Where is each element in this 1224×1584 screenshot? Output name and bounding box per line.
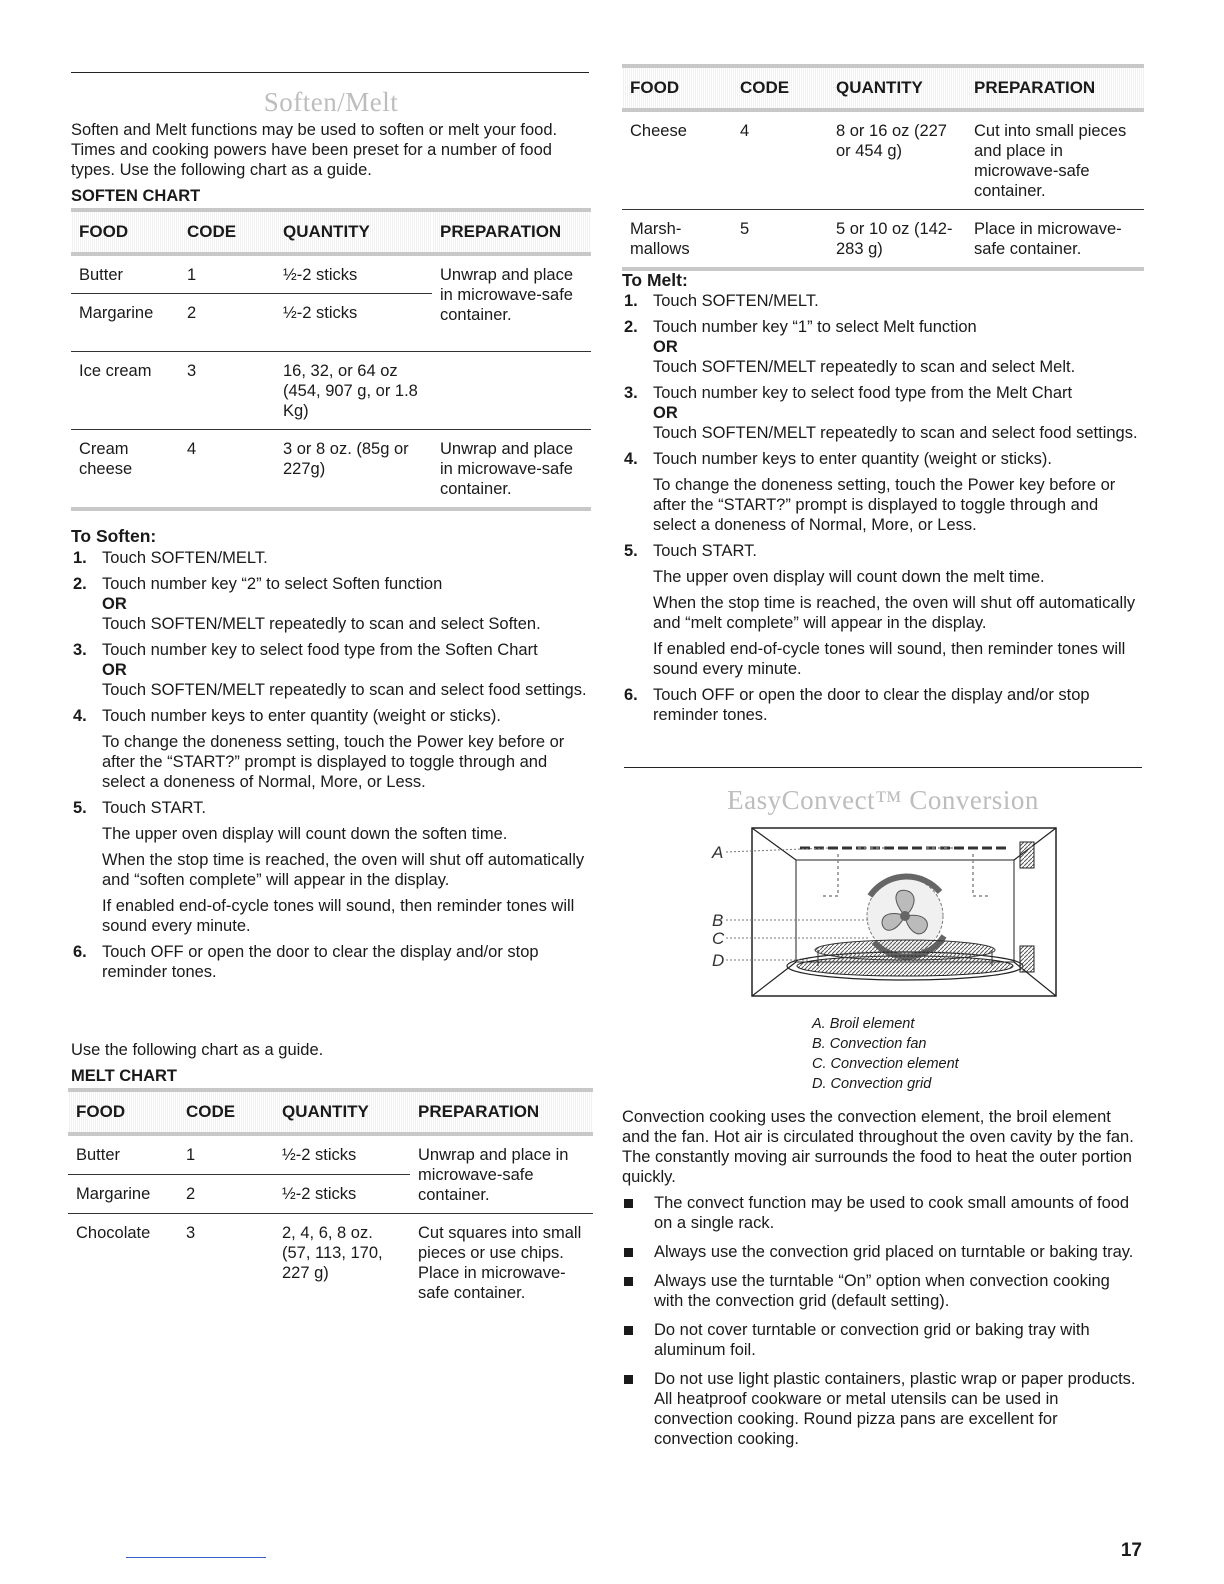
step-note: If enabled end-of-cycle tones will sound, then reminder tones will sound every minute. bbox=[102, 897, 575, 935]
cell-food: Ice cream bbox=[71, 352, 179, 430]
side-vent-icon bbox=[1020, 946, 1034, 972]
col-code: CODE bbox=[179, 210, 275, 254]
oven-diagram bbox=[708, 826, 1068, 1000]
soften-chart bbox=[71, 208, 591, 511]
step-note: When the stop time is reached, the oven will shut off automatically and “melt complete” will appear in the display. bbox=[653, 594, 1136, 632]
convection-bullets bbox=[622, 1193, 1140, 1458]
list-item bbox=[622, 291, 1144, 311]
list-item bbox=[622, 1242, 1140, 1262]
cell-code: 2 bbox=[179, 294, 275, 352]
step-text: Touch OFF or open the door to clear the display and/or stop reminder tones. bbox=[102, 943, 539, 981]
cell-code: 3 bbox=[179, 352, 275, 430]
cell-code: 1 bbox=[179, 254, 275, 294]
step-number: 2. bbox=[624, 318, 638, 336]
step-note: The upper oven display will count down the soften time. bbox=[102, 825, 508, 843]
step-text: Touch number key to select food type from the Soften Chart bbox=[102, 641, 538, 659]
step-number: 2. bbox=[73, 575, 87, 593]
list-item bbox=[71, 942, 591, 982]
step-alt-text: Touch SOFTEN/MELT repeatedly to scan and select food settings. bbox=[102, 681, 587, 699]
table-row bbox=[71, 352, 591, 430]
table-row bbox=[71, 254, 591, 294]
step-number: 6. bbox=[624, 686, 638, 704]
col-preparation: PREPARATION bbox=[410, 1090, 593, 1134]
bullet-icon bbox=[624, 1199, 633, 1208]
step-number: 4. bbox=[624, 450, 638, 468]
step-note: To change the doneness setting, touch the Power key before or after the “START?” prompt is displayed to toggle through and select a doneness of Normal, More, or Less. bbox=[653, 476, 1116, 534]
cell-preparation: Unwrap and place in microwave-safe container. bbox=[432, 254, 591, 352]
list-item bbox=[622, 1369, 1140, 1449]
list-item bbox=[622, 317, 1144, 377]
bullet-icon bbox=[624, 1326, 633, 1335]
step-alt-text: Touch SOFTEN/MELT repeatedly to scan and select Melt. bbox=[653, 358, 1076, 376]
cell-food: Margarine bbox=[68, 1175, 178, 1214]
cell-preparation bbox=[432, 352, 591, 430]
step-number: 3. bbox=[624, 384, 638, 402]
or-label: OR bbox=[102, 595, 127, 613]
table-row bbox=[68, 1134, 593, 1175]
table-row bbox=[71, 430, 591, 510]
list-item bbox=[622, 383, 1144, 443]
step-text: Touch number key to select food type from the Melt Chart bbox=[653, 384, 1073, 402]
col-preparation: PREPARATION bbox=[432, 210, 591, 254]
melt-steps bbox=[622, 291, 1144, 731]
step-text: Touch number keys to enter quantity (weight or sticks). bbox=[102, 707, 501, 725]
convection-grid-icon bbox=[787, 940, 1023, 980]
cell-code: 4 bbox=[179, 430, 275, 510]
step-text: Touch START. bbox=[102, 799, 206, 817]
cell-preparation: Place in microwave-safe container. bbox=[966, 210, 1144, 270]
step-note: If enabled end-of-cycle tones will sound, then reminder tones will sound every minute. bbox=[653, 640, 1126, 678]
cell-quantity: ½-2 sticks bbox=[275, 294, 432, 352]
to-soften-title: To Soften: bbox=[71, 526, 157, 546]
cell-preparation: Cut into small pieces and place in microwave-safe container. bbox=[966, 110, 1144, 210]
soften-chart-title: SOFTEN CHART bbox=[71, 187, 201, 205]
list-item bbox=[622, 685, 1144, 725]
diagram-label-b: B bbox=[712, 911, 724, 930]
col-quantity: QUANTITY bbox=[275, 210, 432, 254]
or-label: OR bbox=[653, 404, 678, 422]
cell-quantity: 3 or 8 oz. (85g or 227g) bbox=[275, 430, 432, 510]
bullet-icon bbox=[624, 1248, 633, 1257]
legend-item: C. Convection element bbox=[812, 1056, 959, 1072]
list-item bbox=[71, 798, 591, 936]
bullet-text: The convect function may be used to cook small amounts of food on a single rack. bbox=[654, 1194, 1130, 1232]
page-number: 17 bbox=[1120, 1540, 1142, 1561]
step-alt-text: Touch SOFTEN/MELT repeatedly to scan and select Soften. bbox=[102, 615, 541, 633]
soften-steps bbox=[71, 548, 591, 988]
cell-quantity: 5 or 10 oz (142-283 g) bbox=[828, 210, 966, 270]
diagram-label-a: A bbox=[712, 843, 724, 862]
cell-quantity: 8 or 16 oz (227 or 454 g) bbox=[828, 110, 966, 210]
diagram-legend bbox=[812, 1014, 1144, 1094]
list-item bbox=[622, 449, 1144, 535]
col-food: FOOD bbox=[622, 66, 732, 110]
cell-quantity: ½-2 sticks bbox=[274, 1134, 410, 1175]
cell-quantity: ½-2 sticks bbox=[275, 254, 432, 294]
step-note: To change the doneness setting, touch the Power key before or after the “START?” prompt is displayed to toggle through and select a doneness of Normal, More, or Less. bbox=[102, 733, 565, 791]
bullet-text: Do not cover turntable or convection grid or baking tray with aluminum foil. bbox=[654, 1321, 1090, 1359]
step-text: Touch number keys to enter quantity (weight or sticks). bbox=[653, 450, 1052, 468]
or-label: OR bbox=[653, 338, 678, 356]
melt-chart bbox=[68, 1088, 593, 1311]
step-text: Touch SOFTEN/MELT. bbox=[102, 549, 268, 567]
melt-chart-continued bbox=[622, 64, 1144, 271]
step-text: Touch SOFTEN/MELT. bbox=[653, 292, 819, 310]
cell-food: Butter bbox=[71, 254, 179, 294]
cell-quantity: 2, 4, 6, 8 oz. (57, 113, 170, 227 g) bbox=[282, 1224, 383, 1282]
cell-quantity: ½-2 sticks bbox=[274, 1175, 410, 1214]
step-number: 3. bbox=[73, 641, 87, 659]
list-item bbox=[71, 640, 591, 700]
step-text: Touch OFF or open the door to clear the display and/or stop reminder tones. bbox=[653, 686, 1090, 724]
to-melt-title: To Melt: bbox=[622, 270, 688, 290]
easyconvect-heading: EasyConvect™ Conversion bbox=[727, 785, 1039, 815]
cell-preparation: Unwrap and place in microwave-safe container. bbox=[410, 1134, 593, 1214]
cell-preparation: Cut squares into small pieces or use chips. Place in microwave-safe container. bbox=[418, 1224, 582, 1302]
cell-code: 4 bbox=[732, 110, 828, 210]
cell-code: 3 bbox=[186, 1224, 196, 1242]
side-vent-icon bbox=[1020, 842, 1034, 868]
or-label: OR bbox=[102, 661, 127, 679]
table-header-row bbox=[622, 66, 1144, 110]
cell-food: Cheese bbox=[622, 110, 732, 210]
legend-item: A. Broil element bbox=[812, 1016, 915, 1032]
cell-food: Margarine bbox=[71, 294, 179, 352]
cell-code: 2 bbox=[178, 1175, 274, 1214]
list-item bbox=[71, 548, 591, 568]
footer-line bbox=[126, 1557, 266, 1558]
legend-item: D. Convection grid bbox=[812, 1076, 932, 1092]
cell-food: Cream cheese bbox=[71, 430, 179, 510]
bullet-text: Always use the convection grid placed on turntable or baking tray. bbox=[654, 1243, 1134, 1261]
step-note: When the stop time is reached, the oven will shut off automatically and “soften complete” will appear in the display. bbox=[102, 851, 585, 889]
step-note: The upper oven display will count down the melt time. bbox=[653, 568, 1045, 586]
cell-food: Chocolate bbox=[76, 1224, 151, 1242]
step-text: Touch number key “2” to select Soften function bbox=[102, 575, 443, 593]
soften-melt-heading: Soften/Melt bbox=[263, 87, 399, 117]
cell-food: Butter bbox=[68, 1134, 178, 1175]
col-quantity: QUANTITY bbox=[274, 1090, 410, 1134]
step-number: 4. bbox=[73, 707, 87, 725]
legend-item: B. Convection fan bbox=[812, 1036, 927, 1052]
table-row bbox=[68, 1214, 593, 1312]
col-quantity: QUANTITY bbox=[828, 66, 966, 110]
list-item bbox=[622, 1193, 1140, 1233]
col-code: CODE bbox=[732, 66, 828, 110]
divider bbox=[624, 767, 1142, 768]
diagram-label-d: D bbox=[712, 951, 725, 970]
table-header-row bbox=[71, 210, 591, 254]
step-number: 5. bbox=[624, 542, 638, 560]
divider bbox=[71, 72, 589, 73]
convection-intro: Convection cooking uses the convection element, the broil element and the fan. Hot air is circulated throughout the oven cavity by the fan. The constantly moving air surrounds the food to heat the outer portion quickly. bbox=[622, 1108, 1134, 1186]
col-code: CODE bbox=[178, 1090, 274, 1134]
cell-code: 1 bbox=[178, 1134, 274, 1175]
cell-food: Marsh- mallows bbox=[622, 210, 732, 270]
step-number: 5. bbox=[73, 799, 87, 817]
cell-code: 5 bbox=[732, 210, 828, 270]
step-number: 6. bbox=[73, 943, 87, 961]
table-header-row bbox=[68, 1090, 593, 1134]
table-row bbox=[622, 110, 1144, 210]
cell-quantity: 16, 32, or 64 oz (454, 907 g, or 1.8 Kg) bbox=[275, 352, 432, 430]
bullet-icon bbox=[624, 1375, 633, 1384]
list-item bbox=[622, 1271, 1140, 1311]
list-item bbox=[71, 706, 591, 792]
bullet-text: Do not use light plastic containers, plastic wrap or paper products. All heatproof cookware or metal utensils can be used in convection cooking. Round pizza pans are excellent for convection cooking. bbox=[654, 1370, 1136, 1448]
list-item bbox=[71, 574, 591, 634]
step-number: 1. bbox=[73, 549, 87, 567]
bullet-icon bbox=[624, 1277, 633, 1286]
step-number: 1. bbox=[624, 292, 638, 310]
cell-preparation: Unwrap and place in microwave-safe container. bbox=[432, 430, 591, 510]
soften-intro: Soften and Melt functions may be used to soften or melt your food. Times and cooking powers have been preset for a number of food types. Use the following chart as a guide. bbox=[71, 121, 558, 179]
step-text: Touch START. bbox=[653, 542, 757, 560]
col-preparation: PREPARATION bbox=[966, 66, 1144, 110]
diagram-label-c: C bbox=[712, 929, 725, 948]
list-item bbox=[622, 1320, 1140, 1360]
col-food: FOOD bbox=[68, 1090, 178, 1134]
list-item bbox=[622, 541, 1144, 679]
melt-chart-title: MELT CHART bbox=[71, 1067, 178, 1085]
chart-guide-text: Use the following chart as a guide. bbox=[71, 1041, 324, 1059]
bullet-text: Always use the turntable “On” option when convection cooking with the convection grid (default setting). bbox=[654, 1272, 1110, 1310]
step-text: Touch number key “1” to select Melt function bbox=[653, 318, 977, 336]
col-food: FOOD bbox=[71, 210, 179, 254]
table-row bbox=[622, 210, 1144, 270]
step-alt-text: Touch SOFTEN/MELT repeatedly to scan and select food settings. bbox=[653, 424, 1138, 442]
